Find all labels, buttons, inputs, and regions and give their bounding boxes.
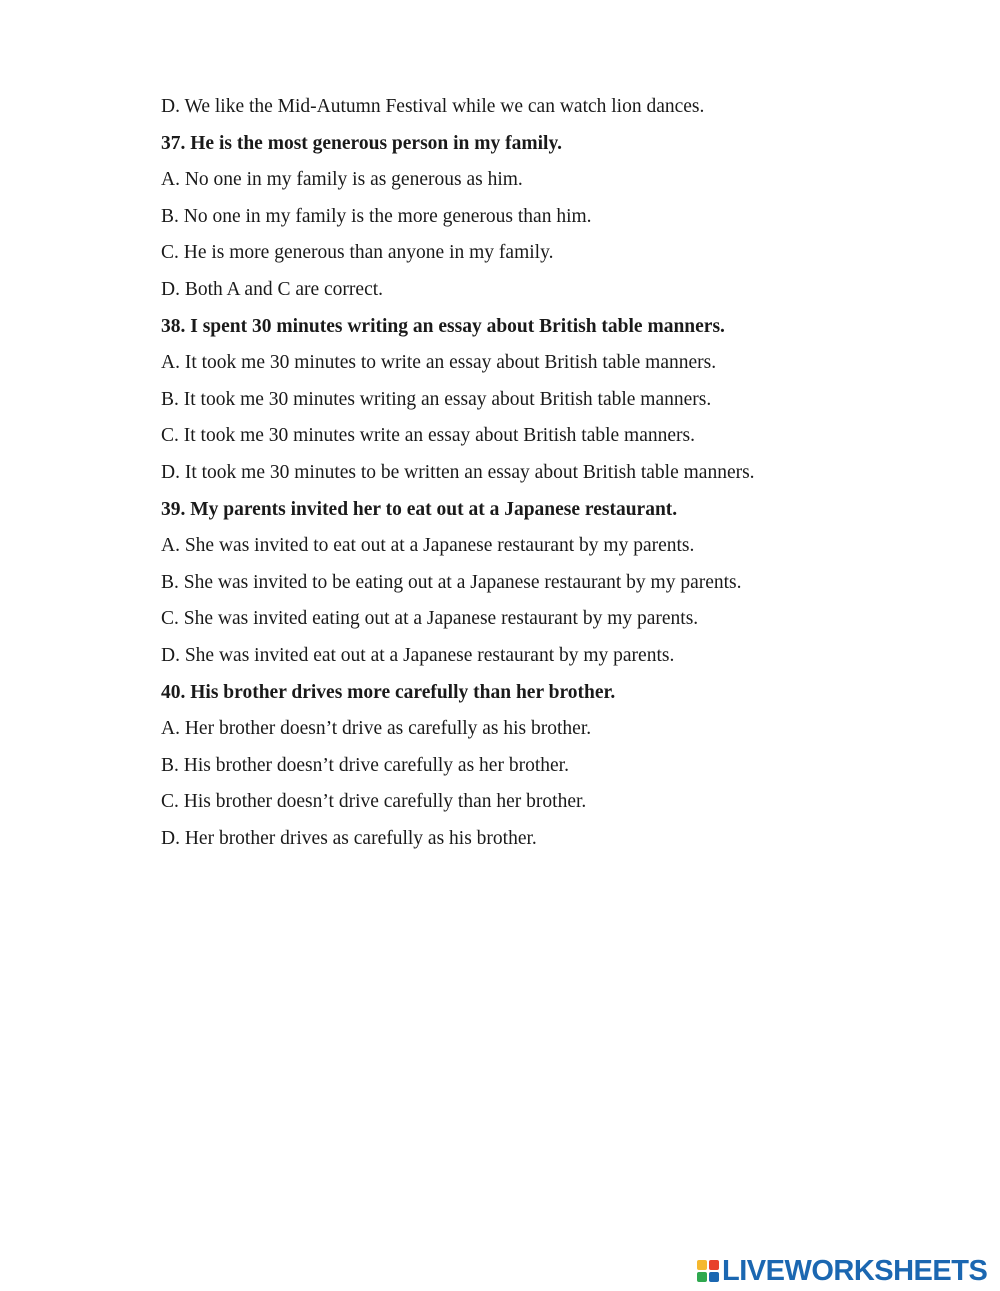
option-38-a: A. It took me 30 minutes to write an essay about British table manners. bbox=[161, 352, 717, 374]
question-39: 39. My parents invited her to eat out at a Japanese restaurant. bbox=[161, 498, 678, 520]
option-39-a: A. She was invited to eat out at a Japanese restaurant by my parents. bbox=[161, 535, 695, 557]
question-38: 38. I spent 30 minutes writing an essay about British table manners. bbox=[161, 315, 725, 337]
option-36-d: D. We like the Mid-Autumn Festival while we can watch lion dances. bbox=[161, 96, 705, 117]
option-37-d: D. Both A and C are correct. bbox=[161, 278, 384, 300]
liveworksheets-wordmark: LIVEWORKSHEETS bbox=[722, 1255, 988, 1287]
option-40-c: C. His brother doesn’t drive carefully than her brother. bbox=[161, 791, 587, 813]
option-40-d: D. Her brother drives as carefully as his brother. bbox=[161, 827, 537, 849]
option-38-b: B. It took me 30 minutes writing an essay about British table manners. bbox=[161, 388, 712, 410]
option-37-b: B. No one in my family is the more generous than him. bbox=[161, 205, 592, 227]
question-37: 37. He is the most generous person in my family. bbox=[161, 132, 563, 154]
logo-square-blue bbox=[709, 1272, 719, 1282]
option-37-c: C. He is more generous than anyone in my family. bbox=[161, 242, 554, 264]
logo-square-yellow bbox=[697, 1260, 707, 1270]
option-39-c: C. She was invited eating out at a Japanese restaurant by my parents. bbox=[161, 608, 699, 630]
option-39-b: B. She was invited to be eating out at a Japanese restaurant by my parents. bbox=[161, 571, 742, 593]
option-40-b: B. His brother doesn’t drive carefully as her brother. bbox=[161, 754, 569, 776]
option-37-a: A. No one in my family is as generous as him. bbox=[161, 169, 523, 191]
option-39-d: D. She was invited eat out at a Japanese restaurant by my parents. bbox=[161, 644, 675, 666]
option-38-c: C. It took me 30 minutes write an essay about British table manners. bbox=[161, 425, 695, 447]
question-40: 40. His brother drives more carefully than her brother. bbox=[161, 681, 616, 703]
liveworksheets-brand bbox=[697, 1254, 987, 1288]
liveworksheets-logo-icon bbox=[697, 1260, 719, 1282]
logo-square-green bbox=[697, 1272, 707, 1282]
logo-square-red bbox=[709, 1260, 719, 1270]
option-38-d: D. It took me 30 minutes to be written an essay about British table manners. bbox=[161, 461, 755, 483]
worksheet-content bbox=[161, 89, 961, 857]
option-40-a: A. Her brother doesn’t drive as carefully as his brother. bbox=[161, 718, 592, 740]
